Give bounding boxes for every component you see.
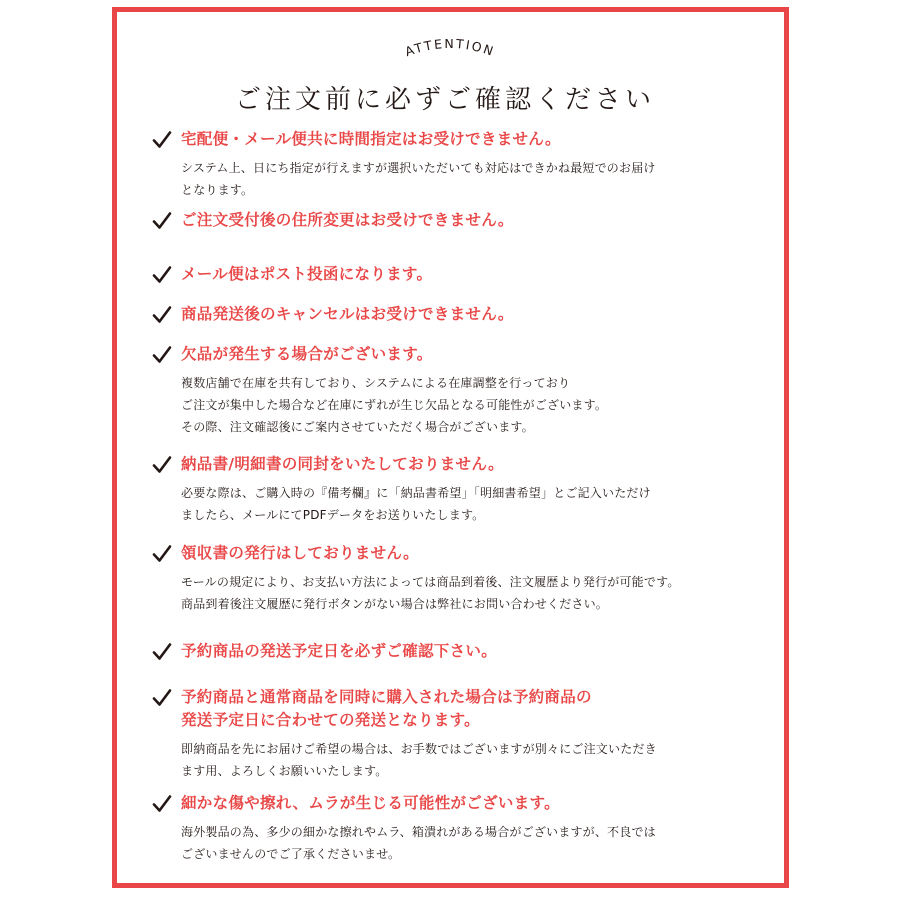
notice-item: [152, 303, 762, 326]
notice-item: [152, 263, 762, 286]
notice-headline-line: 領収書の発行はしておりません。: [181, 544, 419, 562]
checkmark-icon: [152, 545, 172, 563]
notice-body-line: 即納商品を先にお届けご希望の場合は、お手数ではございますが別々にご注文いただき: [181, 742, 657, 756]
checkmark-icon: [152, 212, 172, 230]
notice-headline: [181, 303, 762, 326]
notice-headline-line: 納品書/明細書の同封をいたしておりません。: [181, 455, 504, 473]
notice-headline-line: 細かな傷や擦れ、ムラが生じる可能性がございます。: [181, 794, 560, 812]
notice-item: [152, 792, 762, 865]
checkmark-icon: [152, 456, 172, 474]
attention-arc-heading: [370, 32, 530, 72]
attention-text: ATTENTION: [402, 35, 498, 60]
notice-body-line: 複数店舗で在庫を共有しており、システムによる在庫調整を行っており: [181, 376, 571, 390]
notice-body-line: となります。: [181, 183, 254, 197]
notice-body-line: ご注文が集中した場合など在庫にずれが生じ欠品となる可能性がございます。: [181, 398, 608, 412]
notice-body-line: 海外製品の為、多少の細かな擦れやムラ、箱潰れがある場合がございますが、不良では: [181, 825, 656, 839]
notice-body: [181, 372, 762, 438]
notice-headline: [181, 792, 762, 815]
checkmark-icon: [152, 346, 172, 364]
notice-item: [152, 686, 762, 782]
notice-body-line: ます用、よろしくお願いいたします。: [181, 764, 388, 778]
notice-headline: [181, 263, 762, 286]
notice-item: [152, 343, 762, 438]
notice-headline-line: 発送予定日に合わせての発送となります。: [181, 711, 480, 729]
notice-body-line: 商品到着後注文履歴に発行ボタンがない場合は弊社にお問い合わせください。: [181, 597, 609, 611]
notice-headline: [181, 128, 762, 151]
notice-headline: [181, 686, 762, 732]
notice-body: [181, 482, 762, 526]
notice-body-line: システム上、日にち指定が行えますが選択いただいても対応はできかね最短でのお届け: [181, 161, 656, 175]
notice-body: [181, 157, 762, 201]
notice-headline-line: 宅配便・メール便共に時間指定はお受けできません。: [181, 130, 561, 148]
notice-item: [152, 209, 762, 232]
checkmark-icon: [152, 266, 172, 284]
notice-body-line: モールの規定により、お支払い方法によっては商品到着後、注文履歴より発行が可能です。: [181, 575, 680, 589]
notice-headline-line: 欠品が発生する場合がございます。: [181, 345, 433, 363]
notice-headline-line: 予約商品の発送予定日を必ずご確認下さい。: [181, 642, 498, 660]
notice-item: [152, 453, 762, 526]
checkmark-icon: [152, 795, 172, 813]
notice-headline-line: 予約商品と通常商品を同時に購入された場合は予約商品の: [181, 688, 592, 706]
notice-headline: [181, 343, 762, 366]
notice-headline: [181, 209, 762, 232]
notice-body: [181, 821, 762, 865]
notice-headline-line: ご注文受付後の住所変更はお受けできません。: [181, 211, 514, 229]
checkmark-icon: [152, 689, 172, 707]
notice-headline: [181, 542, 762, 565]
notice-headline-line: 商品発送後のキャンセルはお受けできません。: [181, 305, 514, 323]
notice-body: [181, 738, 762, 782]
notice-item: [152, 640, 762, 663]
notice-body-line: 必要な際は、ご購入時の『備考欄』に「納品書希望」「明細書希望」とご記入いただけ: [181, 486, 651, 500]
notice-headline-line: メール便はポスト投函になります。: [181, 265, 433, 283]
notice-item: [152, 542, 762, 615]
page-title: ご注文前に必ずご確認ください: [234, 85, 655, 115]
notice-body-line: その際、注文確認後にご案内させていただく場合がございます。: [181, 420, 534, 434]
checkmark-icon: [152, 131, 172, 149]
notice-body-line: ましたら、メールにてPDFデータをお送りいたします。: [181, 508, 485, 522]
checkmark-icon: [152, 643, 172, 661]
notice-item: [152, 128, 762, 201]
checkmark-icon: [152, 306, 172, 324]
notice-body-line: ございませんのでご了承くださいませ。: [181, 847, 401, 861]
notice-headline: [181, 453, 762, 476]
notice-body: [181, 571, 762, 615]
notice-headline: [181, 640, 762, 663]
